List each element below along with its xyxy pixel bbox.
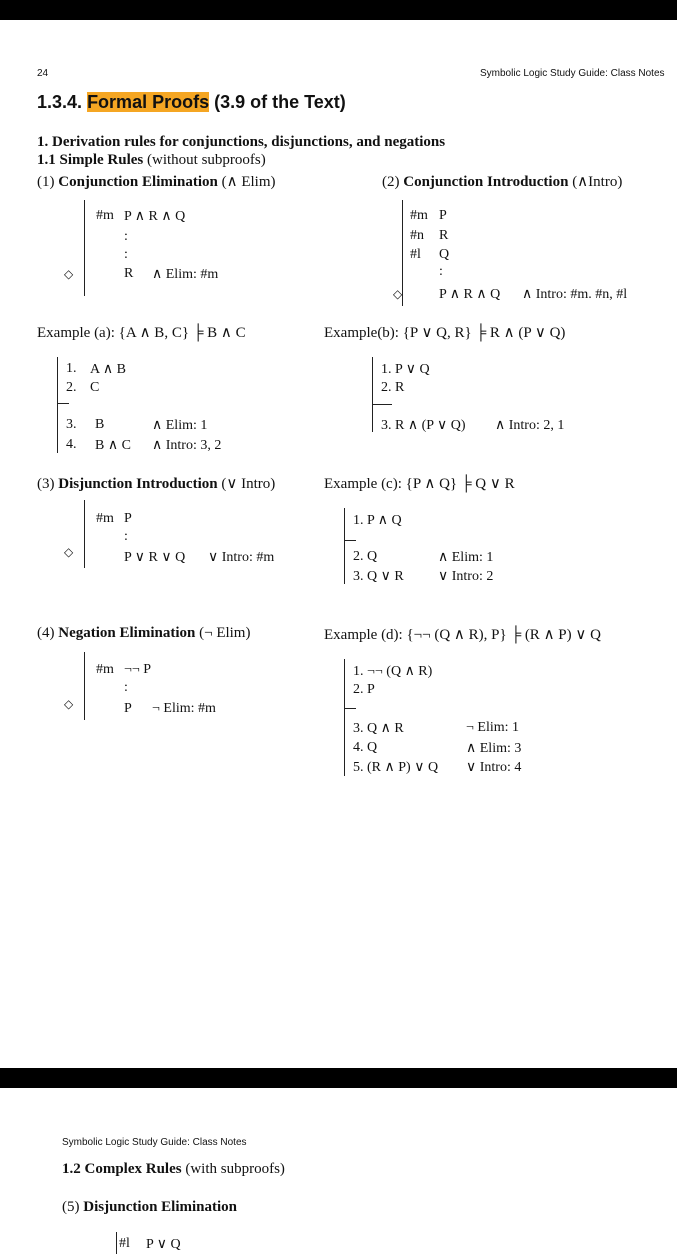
rule1-heading: [37, 172, 276, 191]
example-a-premise-line: [57, 403, 69, 404]
heading-complex-rules-bold: 1.2 Complex Rules: [62, 1161, 182, 1177]
rule2-name: Conjunction Introduction: [403, 174, 569, 190]
example-d-premise-line: [344, 708, 356, 709]
rule4-line-formula: ¬¬ P: [124, 662, 152, 677]
example-a-line-num: 4.: [66, 437, 77, 452]
example-c-line-just: ∧ Elim: 1: [438, 550, 494, 565]
rule4-label: (4): [37, 625, 55, 641]
rule2-vdots: :: [439, 264, 443, 279]
page-number: 24: [37, 68, 49, 79]
rule2-line-num: #l: [410, 247, 421, 262]
example-d-line-just: ∨ Intro: 4: [466, 760, 522, 775]
rule5-line-formula: P ∨ Q: [146, 1237, 181, 1252]
example-a-line-formula: C: [90, 380, 100, 395]
heading-simple-rules: [37, 152, 266, 169]
rule1-line-formula: P ∧ R ∧ Q: [124, 209, 186, 224]
rule4-conclusion: P: [124, 701, 132, 716]
rule4-proof-bar: [84, 652, 85, 720]
example-c-line-just: ∨ Intro: 2: [438, 569, 494, 584]
example-a-line-just: ∧ Elim: 1: [152, 418, 208, 433]
rule5-label: (5): [62, 1199, 80, 1215]
rule3-vdots: :: [124, 529, 128, 544]
goal-diamond-icon: ◇: [64, 697, 74, 711]
rule2-justification: ∧ Intro: #m. #n, #l: [522, 287, 628, 302]
title-highlight: Formal Proofs: [87, 92, 210, 112]
example-b-line: 3. R ∧ (P ∨ Q): [381, 418, 466, 433]
rule2-line-formula: Q: [439, 247, 450, 262]
rule3-abbr: (∨ Intro): [221, 476, 276, 492]
rule3-line-formula: P: [124, 511, 132, 526]
rule5-heading: [62, 1199, 237, 1216]
running-header: Symbolic Logic Study Guide: Class Notes: [480, 68, 665, 79]
example-a-line-formula: B: [95, 417, 105, 432]
rule2-line-num: #n: [410, 228, 424, 243]
example-a-line-formula: A ∧ B: [90, 362, 126, 377]
example-b-premise-line: [372, 404, 392, 405]
rule3-line-num: #m: [96, 511, 114, 526]
example-a-line-num: 1.: [66, 361, 77, 376]
example-a-line-formula: B ∧ C: [95, 438, 131, 453]
example-d-heading: Example (d): {¬¬ (Q ∧ R), P} ╞ (R ∧ P) ∨ Q: [324, 627, 601, 643]
example-c-proof-bar: [344, 508, 345, 584]
rule2-abbr: (∧Intro): [572, 174, 623, 190]
example-a-proof-bar: [57, 357, 58, 453]
rule3-heading: [37, 474, 275, 493]
rule3-conclusion: P ∨ R ∨ Q: [124, 550, 186, 565]
example-d-line-just: ∧ Elim: 3: [466, 741, 522, 756]
rule4-line-num: #m: [96, 662, 114, 677]
rule1-abbr: (∧ Elim): [221, 174, 276, 190]
heading-complex-rules-note: (with subproofs): [185, 1161, 285, 1177]
section-title: [37, 92, 346, 113]
rule3-name: Disjunction Introduction: [58, 476, 218, 492]
rule4-name: Negation Elimination: [58, 625, 196, 641]
example-b-line: 1. P ∨ Q: [381, 362, 430, 377]
rule2-line-formula: R: [439, 228, 449, 243]
example-d-line: 3. Q ∧ R: [353, 721, 404, 736]
top-page-divider: [0, 0, 677, 20]
rule1-vdots: :: [124, 247, 128, 262]
rule4-justification: ¬ Elim: #m: [152, 701, 216, 716]
rule4-abbr: (¬ Elim): [199, 625, 251, 641]
example-d-line: 1. ¬¬ (Q ∧ R): [353, 664, 433, 679]
example-a-heading: Example (a): {A ∧ B, C} ╞ B ∧ C: [37, 325, 246, 341]
rule1-vdots: :: [124, 229, 128, 244]
example-b-proof-bar: [372, 357, 373, 432]
running-header: Symbolic Logic Study Guide: Class Notes: [62, 1137, 247, 1148]
rule3-label: (3): [37, 476, 55, 492]
example-d-proof-bar: [344, 659, 345, 776]
rule1-proof-bar: [84, 200, 85, 296]
rule1-name: Conjunction Elimination: [58, 174, 218, 190]
rule4-heading: [37, 625, 250, 642]
rule5-line-num: #l: [119, 1236, 130, 1251]
rule2-heading: [382, 172, 622, 191]
rule5-proof-bar: [116, 1232, 117, 1254]
example-b-line-just: ∧ Intro: 2, 1: [495, 418, 565, 433]
example-c-line: 2. Q: [353, 549, 378, 564]
heading-derivation-rules: 1. Derivation rules for conjunctions, disjunctions, and negations: [37, 134, 446, 150]
page-separator: [0, 1068, 677, 1088]
goal-diamond-icon: ◇: [64, 545, 74, 559]
example-a-line-num: 2.: [66, 380, 77, 395]
example-c-line: 3. Q ∨ R: [353, 569, 404, 584]
rule1-label: (1): [37, 174, 55, 190]
rule2-label: (2): [382, 174, 400, 190]
example-b-line: 2. R: [381, 380, 405, 395]
example-a-line-num: 3.: [66, 417, 77, 432]
example-c-line: 1. P ∧ Q: [353, 513, 402, 528]
rule2-line-formula: P: [439, 208, 447, 223]
example-a-line-just: ∧ Intro: 3, 2: [152, 438, 222, 453]
rule1-justification: ∧ Elim: #m: [152, 267, 219, 282]
rule1-line-num: #m: [96, 208, 114, 223]
rule5-name: Disjunction Elimination: [83, 1199, 238, 1215]
section-number: 1.3.4.: [37, 92, 83, 112]
example-b-heading: Example(b): {P ∨ Q, R} ╞ R ∧ (P ∨ Q): [324, 325, 566, 341]
example-d-line: 4. Q: [353, 740, 378, 755]
example-d-line-just: ¬ Elim: 1: [466, 720, 520, 735]
rule2-line-num: #m: [410, 208, 428, 223]
title-rest: (3.9 of the Text): [214, 92, 346, 112]
heading-simple-rules-note: (without subproofs): [147, 152, 266, 168]
rule3-justification: ∨ Intro: #m: [208, 550, 275, 565]
example-c-heading: Example (c): {P ∧ Q} ╞ Q ∨ R: [324, 476, 515, 492]
example-d-line: 5. (R ∧ P) ∨ Q: [353, 760, 439, 775]
goal-diamond-icon: ◇: [64, 267, 74, 281]
rule4-vdots: :: [124, 680, 128, 695]
rule2-conclusion: P ∧ R ∧ Q: [439, 287, 501, 302]
example-d-line: 2. P: [353, 682, 375, 697]
example-c-premise-line: [344, 540, 356, 541]
rule3-proof-bar: [84, 500, 85, 568]
goal-diamond-icon: ◇: [393, 287, 403, 301]
heading-complex-rules: [62, 1161, 285, 1178]
heading-simple-rules-bold: 1.1 Simple Rules: [37, 152, 144, 168]
rule1-conclusion: R: [124, 266, 134, 281]
